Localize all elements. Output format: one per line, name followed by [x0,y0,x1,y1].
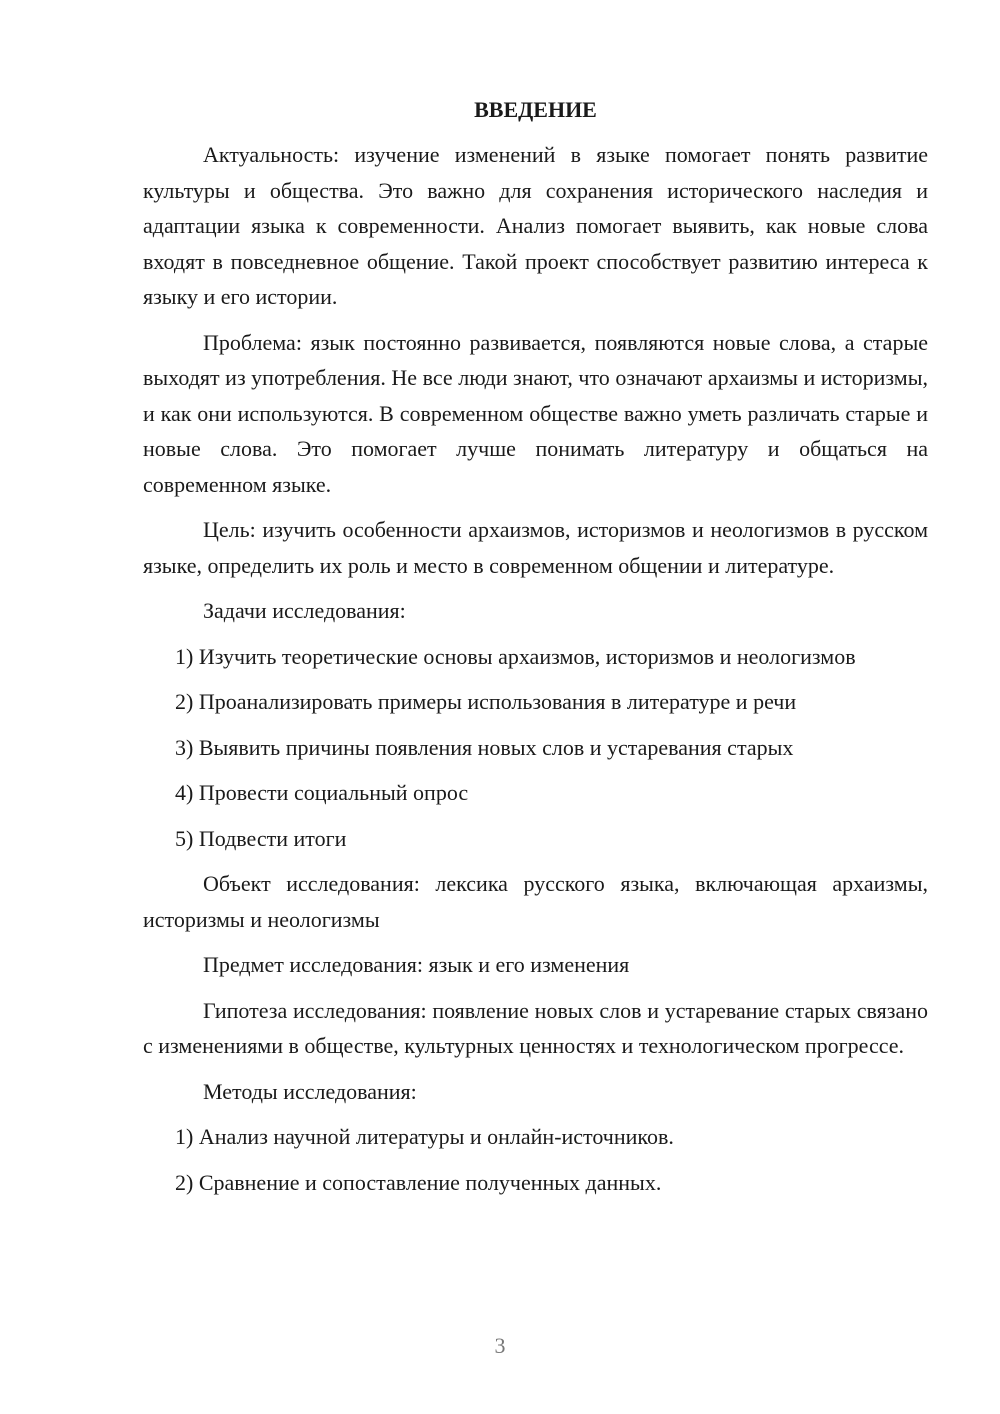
page-number: 3 [494,1333,506,1358]
task-item: 3) Выявить причины появления новых слов и устаревания старых [175,734,794,760]
method-item: 1) Анализ научной литературы и онлайн-источников. [175,1124,674,1149]
relevance-paragraph: Актуальность: изучение изменений в языке помогает понять развитие культуры и общества. Это важно для сохранения исторического наследия и адаптации языка к современности. Анализ помогает выявить, как новые слова входят в повседневное общение. Такой проект способствует развитию интереса к языку и его истории. [143,142,928,309]
task-item: 2) Проанализировать примеры использования в литературе и речи [175,689,797,714]
tasks-heading: Задачи исследования: [203,598,406,623]
goal-paragraph: Цель: изучить особенности архаизмов, историзмов и неологизмов в русском языке, определить их роль и место в современном общении и литературе. [143,517,928,578]
problem-paragraph: Проблема: язык постоянно развивается, появляются новые слова, а старые выходят из употребления. Не все люди знают, что означают архаизмы и историзмы, и как они используются. В современном обществе важно уметь различать старые и новые слова. Это помогает лучше понимать литературу и общаться на современном языке. [143,329,928,497]
task-item: 4) Провести социальный опрос [175,780,469,805]
task-item: 5) Подвести итоги [175,825,347,851]
object-paragraph: Объект исследования: лексика русского языка, включающая архаизмы, историзмы и неологизмы [143,871,928,932]
subject-paragraph: Предмет исследования: язык и его изменения [203,952,630,977]
methods-heading: Методы исследования: [203,1078,417,1104]
method-item: 2) Сравнение и сопоставление полученных данных. [175,1169,662,1195]
page-title: ВВЕДЕНИЕ [474,97,597,122]
document-body [143,90,928,1210]
task-item: 1) Изучить теоретические основы архаизмов, историзмов и неологизмов [175,643,856,669]
hypothesis-paragraph: Гипотеза исследования: появление новых слов и устаревание старых связано с изменениями в обществе, культурных ценностях и технологическом прогрессе. [143,997,928,1058]
